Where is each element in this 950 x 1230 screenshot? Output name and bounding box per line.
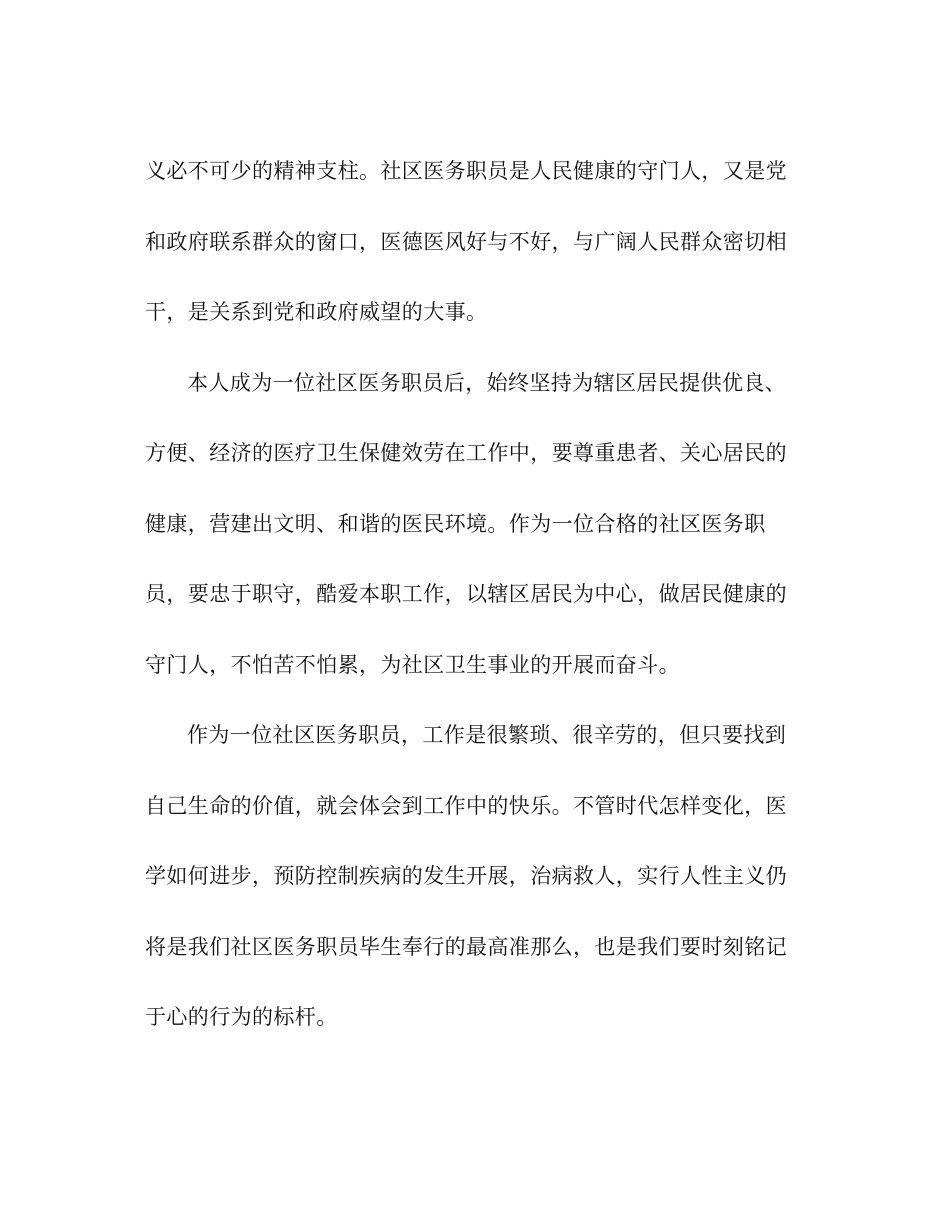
text-line: 干，是关系到党和政府威望的大事。 (145, 300, 488, 324)
text-line: 方便、经济的医疗卫生保健效劳在工作中，要尊重患者、关心居民的 (145, 441, 787, 465)
text-line: 将是我们社区医务职员毕生奉行的最高准那么，也是我们要时刻铭记 (145, 934, 787, 959)
text-line: 义必不可少的精神支柱。社区医务职员是人民健康的守门人，又是党 (145, 159, 787, 183)
paragraph-start-line: 作为一位社区医务职员，工作是很繁琐、很辛劳的，但只要找到 (187, 723, 787, 747)
text-line: 守门人，不怕苦不怕累，为社区卫生事业的开展而奋斗。 (145, 652, 680, 677)
text-line: 学如何进步，预防控制疾病的发生开展，治病救人，实行人性主义仍 (145, 864, 787, 888)
text-line: 健康，营建出文明、和谐的医民环境。作为一位合格的社区医务职 (145, 511, 766, 536)
text-line: 员，要忠于职守，酷爱本职工作，以辖区居民为中心，做居民健康的 (145, 582, 787, 606)
text-line: 和政府联系群众的窗口，医德医风好与不好，与广阔人民群众密切相 (145, 229, 787, 254)
paragraph-start-line: 本人成为一位社区医务职员后，始终坚持为辖区居民提供优良、 (187, 370, 787, 395)
text-line: 自己生命的价值，就会体会到工作中的快乐。不管时代怎样变化，医 (145, 793, 787, 818)
text-line: 于心的行为的标杆。 (145, 1005, 338, 1029)
document-body (145, 136, 805, 1053)
